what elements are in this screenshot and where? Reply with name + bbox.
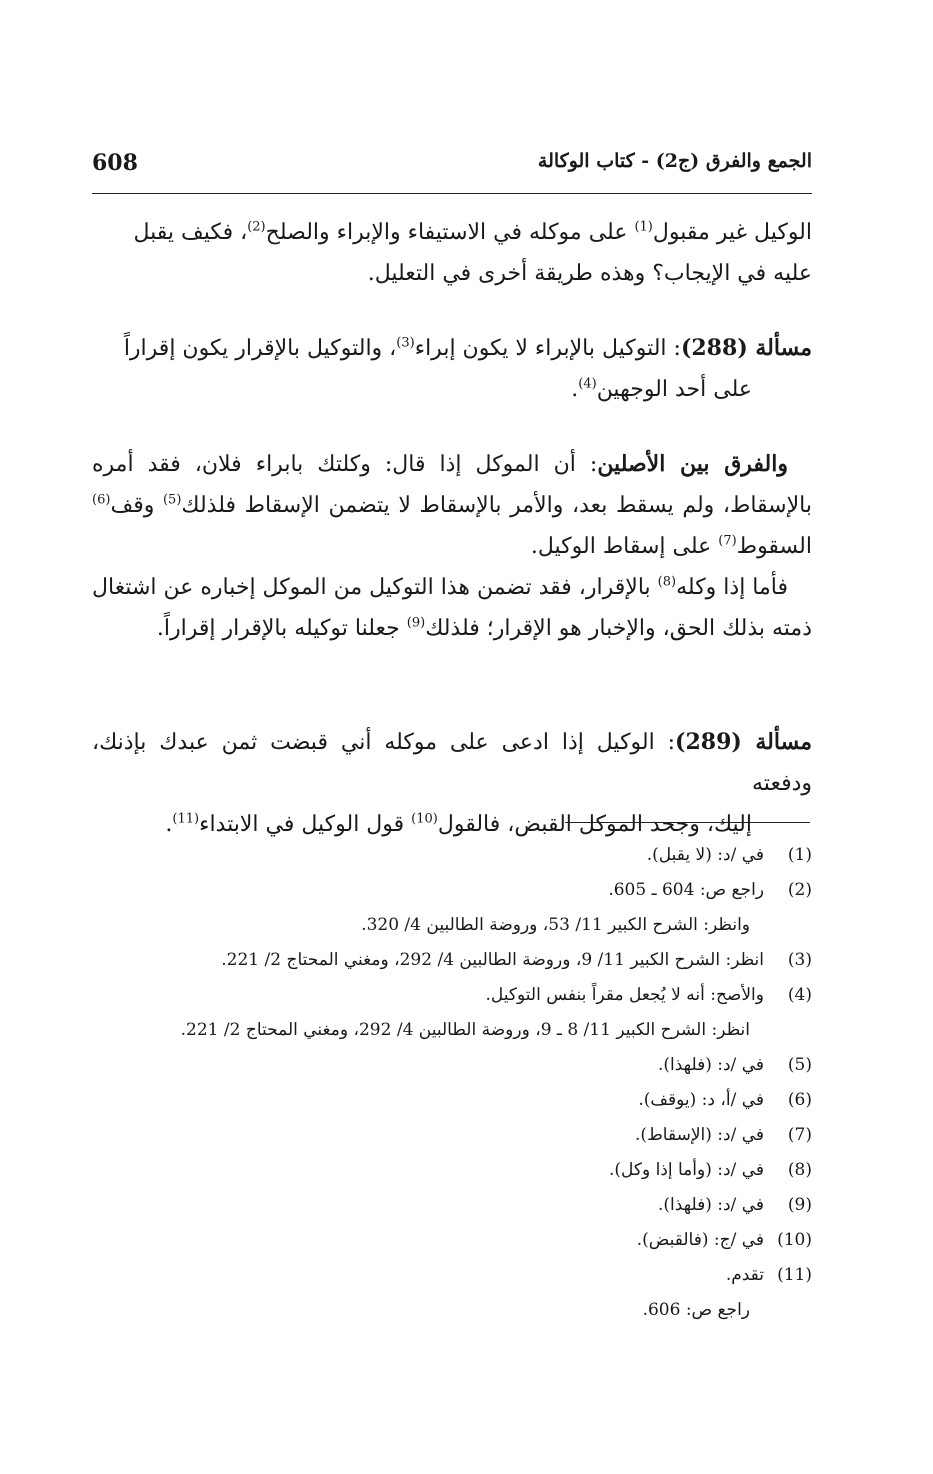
footnote-number: (5)	[787, 1055, 812, 1075]
footnote-ref: (1)	[634, 219, 653, 235]
footnote	[92, 1258, 812, 1293]
footnote	[92, 1048, 812, 1083]
footnote-text: وانظر: الشرح الكبير 11/ 53، وروضة الطالبين 4/ 320.	[361, 915, 750, 935]
footnote-text: في /ج: (فالقبض).	[636, 1230, 764, 1250]
difference-heading: والفرق بين الأصلين	[597, 451, 788, 477]
paragraph-masala-288	[92, 328, 812, 410]
footnote	[92, 873, 812, 908]
text-span: السقوط	[736, 534, 812, 559]
footnote-text: في /د: (الإسقاط).	[635, 1125, 764, 1145]
footnotes	[92, 838, 812, 1328]
text-span: الوكيل غير مقبول	[652, 220, 812, 245]
footnote-continuation	[92, 1013, 812, 1048]
paragraph-iqrar	[92, 567, 812, 649]
text-span: وقف	[110, 493, 163, 518]
footnote-text: في /د: (فلهذا).	[657, 1195, 764, 1215]
footnote	[92, 1188, 812, 1223]
footnote-number: (9)	[787, 1195, 812, 1215]
footnote-number: (7)	[787, 1125, 812, 1145]
footnote-continuation	[92, 908, 812, 943]
text-span: : الوكيل إذا ادعى على موكله أني قبضت ثمن عبدك بإذنك، ودفعته	[92, 730, 812, 796]
text-span: ، فكيف يقبل	[133, 220, 248, 245]
text-span: قول الوكيل في الابتداء	[199, 812, 412, 837]
footnote	[92, 1118, 812, 1153]
footnote-text: انظر: الشرح الكبير 11/ 9، وروضة الطالبين 4/ 292، ومغني المحتاج 2/ 221.	[221, 950, 764, 970]
footnote-ref: (5)	[162, 492, 182, 508]
footnote	[92, 1083, 812, 1118]
footnote	[92, 943, 812, 978]
running-title: الجمع والفرق (ج2) - كتاب الوكالة	[537, 150, 812, 172]
paragraph-masala-289	[92, 722, 812, 845]
footnote	[92, 978, 812, 1013]
footnote-ref: (10)	[411, 811, 438, 827]
footnote	[92, 838, 812, 873]
paragraph-1	[92, 212, 812, 294]
footnote-number: (4)	[787, 985, 812, 1005]
text-span: فأما إذا وكله	[676, 575, 789, 600]
footnote-text: تقدم.	[725, 1265, 764, 1285]
footnote-text: في /د: (فلهذا).	[657, 1055, 764, 1075]
text-span: .	[165, 812, 173, 837]
footnote-ref: (2)	[247, 219, 266, 235]
footnote-text: والأصح: أنه لا يُجعل مقراً بنفس التوكيل.	[485, 985, 764, 1005]
footnote-divider	[565, 822, 810, 823]
footnote-number: (2)	[787, 880, 812, 900]
footnote-number: (8)	[787, 1160, 812, 1180]
footnote-text: راجع ص: 606.	[642, 1300, 750, 1320]
text-span: : التوكيل بالإبراء لا يكون إبراء	[414, 336, 681, 361]
text-span: على أحد الوجهين	[596, 377, 752, 402]
text-span: : أن الموكل إذا قال: وكلتك بابراء فلان، فقد أمره بالإسقاط، ولم يسقط بعد، والأمر بالإسقاط لا يتضمن الإسقاط فلذلك	[92, 452, 812, 518]
footnote-number: (6)	[787, 1090, 812, 1110]
footnote-text: في /أ، د: (يوقف).	[638, 1090, 764, 1110]
text-span: عليه في الإيجاب؟ وهذه طريقة أخرى في التعليل.	[367, 261, 812, 286]
text-span: على موكله في الاستيفاء والإبراء والصلح	[265, 220, 635, 245]
footnote-ref: (6)	[92, 492, 111, 508]
footnote-ref: (8)	[657, 574, 677, 590]
issue-heading: مسألة (288)	[680, 335, 812, 361]
footnote	[92, 1223, 812, 1258]
footnote-ref: (9)	[406, 615, 426, 631]
text-span: ، والتوكيل بالإقرار يكون إقراراً	[123, 336, 397, 361]
footnote-text: في /د: (وأما إذا وكل).	[608, 1160, 764, 1180]
text-span: على إسقاط الوكيل.	[530, 534, 719, 559]
footnote-text: في /د: (لا يقبل).	[646, 845, 764, 865]
footnote-ref: (4)	[578, 376, 597, 392]
footnote-number: (3)	[787, 950, 812, 970]
footnote-ref: (11)	[172, 811, 200, 827]
text-span: جعلنا توكيله بالإقرار إقراراً.	[156, 616, 407, 641]
footnote-ref: (7)	[718, 533, 737, 549]
footnote	[92, 1153, 812, 1188]
footnote-continuation	[92, 1293, 812, 1328]
paragraph-difference	[92, 444, 812, 567]
footnote-number: (10)	[777, 1230, 812, 1250]
footnote-number: (11)	[777, 1265, 812, 1285]
text-span: إليك، وجحد الموكل القبض، فالقول	[437, 812, 752, 837]
footnote-text: انظر: الشرح الكبير 11/ 8 ـ 9، وروضة الطالبين 4/ 292، ومغني المحتاج 2/ 221.	[180, 1020, 750, 1040]
footnote-number: (1)	[787, 845, 812, 865]
page-number: 608	[92, 150, 138, 176]
text-span: بالإقرار، فقد تضمن هذا التوكيل من الموكل إخباره عن اشتغال ذمته بذلك الحق، والإخبار هو الإقرار؛ فلذلك	[92, 575, 812, 641]
page-header	[92, 150, 812, 186]
header-divider	[92, 193, 812, 194]
issue-heading: مسألة (289)	[675, 729, 812, 755]
footnote-text: راجع ص: 604 ـ 605.	[608, 880, 764, 900]
footnote-ref: (3)	[396, 335, 415, 351]
text-span: .	[571, 377, 579, 402]
